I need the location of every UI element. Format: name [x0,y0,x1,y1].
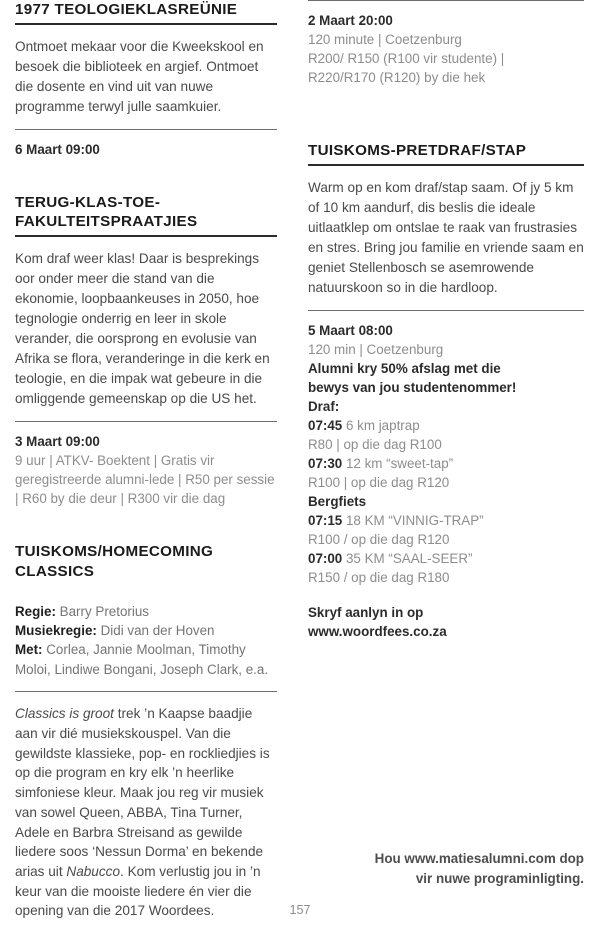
signup-url[interactable]: www.woordfees.co.za [308,624,447,640]
run-schedule-bergfiets [308,492,584,587]
footer-note [284,849,584,889]
entry-heading: 1977 TEOLOGIEKLASREÜNIE [15,0,277,25]
credit-value: Barry Pretorius [59,603,149,619]
entry-heading-line1: TUISKOMS/HOMECOMING [15,543,214,561]
entry-venue: 120 min | Coetzenburg [308,341,444,357]
run-schedule-draf [308,397,584,492]
description-part-1: trek ’n Kaapse baadjie aan vir dié musiekskouspel. Van die gewildste klassieke, pop- en rockliedjies is op die program en kry elk ’n heerlike simfoniese kleur. Maak jou reg vir musiek van sowel Queen, ABBA, Tina Turner, Adele en Barbra Streisand as gewilde liedere soos ‘Nessun Dorma’ en bekende arias uit [15,706,270,879]
schedule-event [308,549,584,568]
schedule-section-title: Bergfiets [308,493,367,509]
entry-description [15,704,277,921]
description-part-2: . Kom verlustig jou in ’n keur van die mooiste liedere én vier die opening van die 2017 Woordees. [15,863,261,919]
event-desc: 12 km “sweet-tap” [342,455,454,471]
entry-tuiskoms-homecoming-classics [15,542,277,921]
entry-teologieklasreunie [15,0,277,159]
credit-label: Met: [15,642,43,658]
entry-detail-line: R200/ R150 (R100 vir studente) | [308,51,505,67]
event-desc: 18 KM “VINNIG-TRAP” [342,513,484,528]
event-price: R150 / op die dag R180 [308,570,450,586]
footer-note-line2: vir nuwe programinligting. [415,870,584,886]
event-price: R80 | op die dag R100 [308,436,442,452]
entry-heading [15,193,277,238]
entry-detail-line: R220/R170 (R120) by die hek [308,70,486,86]
schedule-event [308,511,584,530]
entry-details: 9 uur | ATKV- Boektent | Gratis vir geregistreerde alumni-lede | R50 per sessie | R60 by die deur | R300 vir die dag [15,452,275,506]
event-desc: 6 km japtrap [342,417,420,433]
event-desc: 35 KM “SAAL-SEER” [342,551,473,567]
opera-title-italic: Nabucco [66,863,121,879]
entry-heading: TUISKOMS-PRETDRAF/STAP [308,141,584,166]
entry-body: Warm op en kom draf/stap saam. Of jy 5 km of 10 km aandurf, dis beslis die ideale uitlaatklep om ontslae te raak van frustrasies en stres. Bring jou familie en vriende saam en geniet Stellenbosch se asemrowende natuurskoon so in die hardloop. [308,179,584,295]
credit-label: Regie: [15,603,56,619]
show-title-italic: Classics is groot [15,706,114,722]
credit-line [15,602,277,621]
left-column [15,0,277,921]
signup-line1: Skryf aanlyn in op [308,605,424,621]
schedule-event [308,454,584,473]
credit-value: Didi van der Hoven [100,622,215,638]
credit-line [15,621,277,640]
entry-date: 5 Maart 08:00 [308,322,393,338]
credit-value: Corlea, Jannie Moolman, Timothy Moloi, Lindiwe Bongani, Joseph Clark, e.a. [15,642,269,677]
event-time: 07:00 [308,551,343,567]
entry-terug-klas-toe [15,193,277,508]
entry-tuiskoms-pretdraf-stap [308,141,584,641]
entry-heading-line2: CLASSICS [15,562,95,580]
schedule-event [308,416,584,435]
event-time: 07:45 [308,417,343,433]
entry-body: Ontmoet mekaar voor die Kweekskool en besoek die biblioteek en argief. Ontmoet die dosente en vind uit van nuwe programme terwyl julle saamkuier. [15,38,264,114]
event-price: R100 / op die dag R120 [308,532,450,548]
entry-date: 3 Maart 09:00 [15,433,100,449]
entry-heading-line2: FAKULTEITSPRAATJIES [15,213,198,231]
entry-heading-line1: TERUG-KLAS-TOE- [15,193,161,211]
page-number: 157 [289,903,311,917]
right-column [308,0,584,641]
schedule-section-title: Draf: [308,398,340,414]
entry-date: 6 Maart 09:00 [15,141,100,157]
footer-note-line1: Hou www.matiesalumni.com dop [374,851,584,866]
entry-detail-line: 120 minute | Coetzenburg [308,32,462,48]
entry-body: Kom draf weer klas! Daar is besprekings oor onder meer die stand van die ekonomie, loopbaankeuses in 2050, hoe tegnologie onderrig en leer in skole verander, die oorsprong en evolusie van Afrika se flora, veranderinge in die kerk en teologie, en die impak wat gebeure in die omliggende gemeenskap op die US het. [15,251,270,406]
discount-note-line1: Alumni kry 50% afslag met die [308,360,501,376]
event-time: 07:15 [308,513,343,528]
entry-date: 2 Maart 20:00 [308,13,393,28]
credit-line [15,640,277,679]
event-price: R100 | op die dag R120 [308,474,450,490]
event-time: 07:30 [308,455,343,471]
credit-label: Musiekregie: [15,622,97,638]
discount-note-line2: bewys van jou studentenommer! [308,379,517,395]
entry-continued-details [308,0,584,87]
entry-heading [15,542,277,582]
